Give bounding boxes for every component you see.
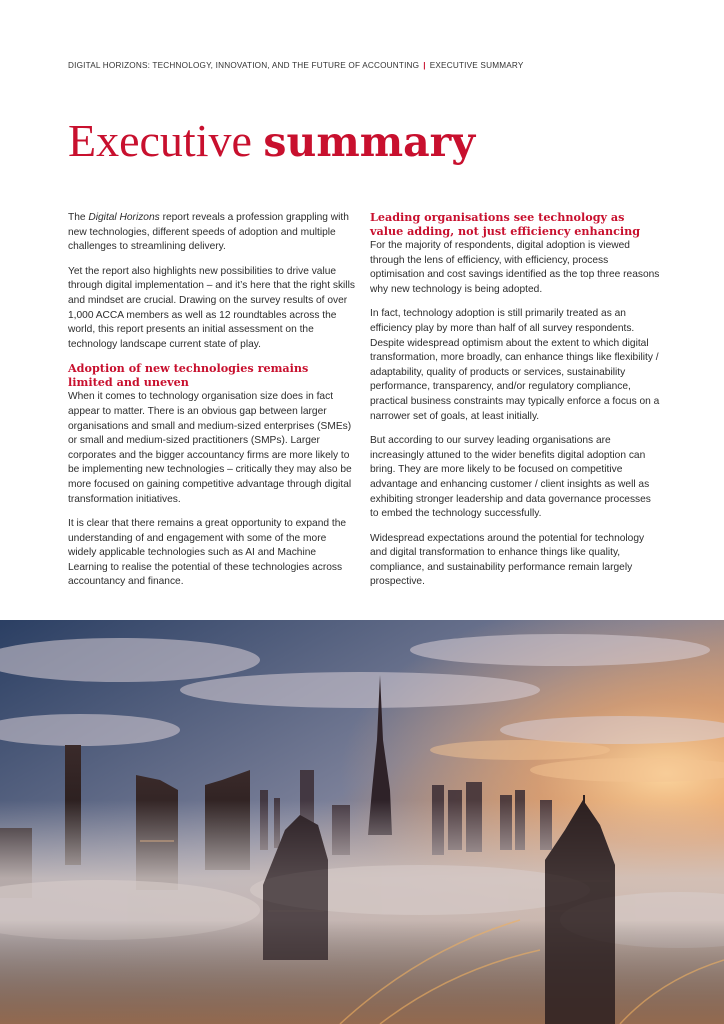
paragraph: But according to our survey leading organisations are increasingly attuned to the wider benefits digital adoption can bring. They are more likely to be focused on competitive advantage and enhancing customer / client insights as well as exhibiting stronger leadership and data governance processes to embed the technology successfully. (370, 435, 651, 520)
left-column (68, 211, 356, 600)
page-title-bold: summary (263, 118, 476, 166)
page-title (68, 115, 476, 166)
paragraph: Widespread expectations around the potential for technology and digital transformation to enhance things like quality, compliance, and sustainability performance remain largely prospective. (370, 532, 645, 588)
report-name: Digital Horizons (88, 212, 160, 223)
paragraph: When it comes to technology organisation size does in fact appear to matter. There is an obvious gap between larger organisations and small and medium-sized enterprises (SMEs) or small and medium-sized practitioners (SMPs). Larger corporates and the bigger accountancy firms are more likely to be implementing new technologies – critically they may also be more focused on gaining competitive advantage through digital transformation initiatives. (68, 391, 352, 505)
paragraph: In fact, technology adoption is still primarily treated as an efficiency play by more than half of all survey respondents. Despite widespread optimism about the extent to which digital transformation, more broadly, can enhance things like flexibility / adaptability, quality of products or services, sustainability performance, transparency, and/or regulatory compliance, practical business constraints may typically enforce a focus on a narrower set of goals, at least initially. (370, 308, 660, 422)
paragraph: Yet the report also highlights new possibilities to drive value through digital implementation – and it’s here that the right skills and mindset are crucial. Drawing on the survey results of over 1,000 ACCA members as well as 12 roundtables across the world, this report presents an initial assessment on the technology landscape current state of play. (68, 265, 355, 350)
right-column (370, 211, 660, 600)
page-title-light: Executive (68, 115, 264, 166)
section-heading: Leading organisations see technology as value adding, not just efficiency enhancing (370, 210, 641, 238)
city-skyline-photo (0, 620, 724, 1024)
intro-paragraph (68, 211, 356, 255)
intro-pre: The (68, 212, 89, 223)
paragraph: It is clear that there remains a great opportunity to expand the understanding of and engagement with some of the more widely applicable technologies such as AI and Machine Learning to realise the potential of these technologies across accountancy and finance. (68, 518, 347, 588)
skyline-illustration (0, 620, 724, 1024)
report-title: DIGITAL HORIZONS: TECHNOLOGY, INNOVATION, AND THE FUTURE OF ACCOUNTING (68, 61, 420, 70)
paragraph: For the majority of respondents, digital adoption is viewed through the lens of efficiency, with efficiency, process optimisation and cost savings identified as the top three reasons why new technology is being adopted. (370, 240, 660, 295)
section-name: EXECUTIVE SUMMARY (429, 61, 524, 70)
running-header (68, 61, 524, 70)
header-separator: | (423, 61, 426, 70)
intro-post: report reveals a profession grappling with new technologies, different speeds of adoption and multiple challenges to streamlining delivery. (68, 212, 349, 253)
section-heading: Adoption of new technologies remains limited and uneven (68, 361, 309, 389)
